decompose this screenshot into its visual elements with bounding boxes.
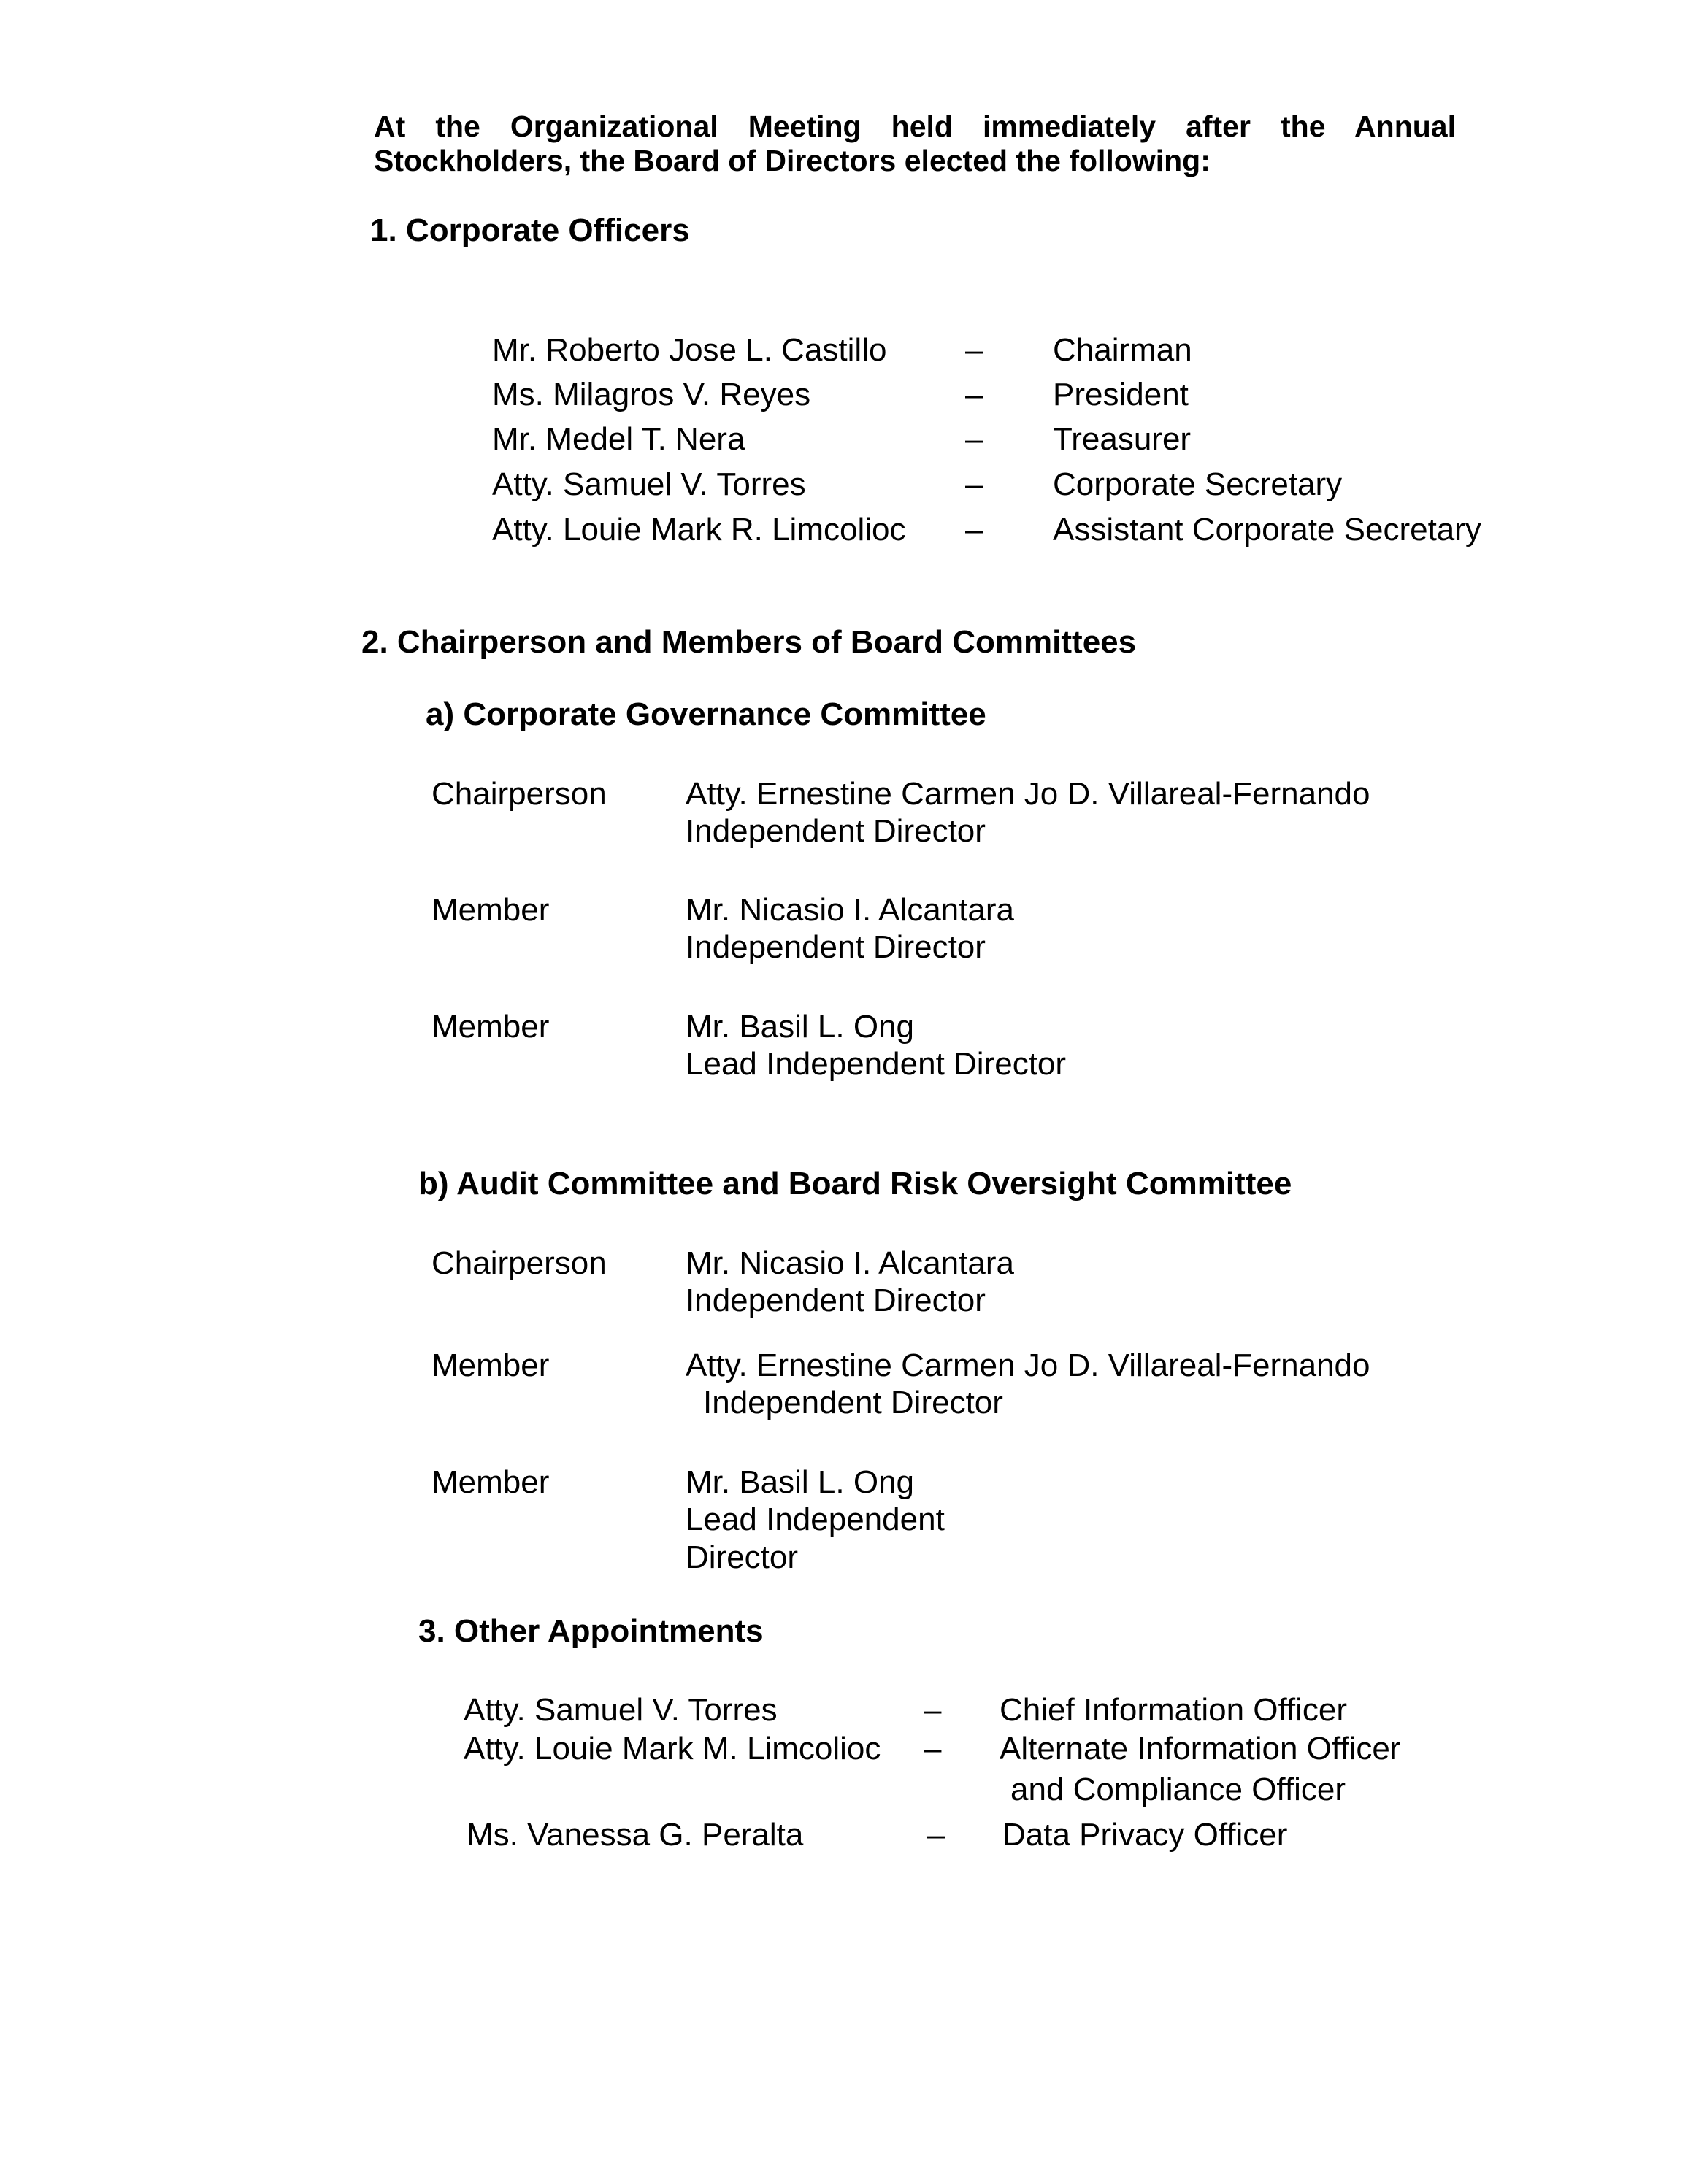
member-designation: Director	[686, 1539, 799, 1575]
member-designation: Independent Director	[686, 1283, 986, 1318]
officer-name: Mr. Medel T. Nera	[492, 421, 745, 457]
intro-line-2: Stockholders, the Board of Directors elected the following:	[374, 144, 1211, 177]
appointment-title-line2: and Compliance Officer	[1010, 1772, 1346, 1807]
appointment-title: Data Privacy Officer	[1002, 1817, 1288, 1853]
appointment-dash: –	[924, 1692, 942, 1728]
member-designation: Independent Director	[686, 813, 986, 849]
officer-dash: –	[965, 377, 983, 412]
intro-line-1: At the Organizational Meeting held immediately after the Annual	[374, 109, 1456, 143]
officer-dash: –	[965, 421, 983, 457]
member-role: Member	[431, 892, 550, 928]
intro-paragraph	[374, 109, 1456, 178]
appointment-dash: –	[924, 1731, 942, 1766]
committee-a-heading: a) Corporate Governance Committee	[426, 696, 986, 732]
officer-name: Mr. Roberto Jose L. Castillo	[492, 332, 887, 368]
member-name: Mr. Basil L. Ong	[686, 1464, 915, 1500]
member-name: Mr. Basil L. Ong	[686, 1009, 915, 1045]
member-role: Member	[431, 1347, 550, 1383]
appointment-name: Ms. Vanessa G. Peralta	[467, 1817, 804, 1853]
appointment-title: Chief Information Officer	[1000, 1692, 1348, 1728]
member-role: Chairperson	[431, 1245, 607, 1281]
member-role: Member	[431, 1009, 550, 1045]
member-designation: Independent Director	[703, 1385, 1003, 1420]
officer-dash: –	[965, 512, 983, 547]
member-designation: Lead Independent Director	[686, 1046, 1067, 1082]
officer-title: Treasurer	[1053, 421, 1192, 457]
appointment-name: Atty. Louie Mark M. Limcolioc	[464, 1731, 881, 1766]
committee-b-heading: b) Audit Committee and Board Risk Oversight Committee	[418, 1166, 1292, 1201]
member-name: Mr. Nicasio I. Alcantara	[686, 1245, 1014, 1281]
section-2-heading: 2. Chairperson and Members of Board Committees	[361, 624, 1137, 660]
officer-title: President	[1053, 377, 1189, 412]
officer-name: Atty. Samuel V. Torres	[492, 466, 806, 502]
officer-dash: –	[965, 466, 983, 502]
appointment-dash: –	[927, 1817, 945, 1853]
member-role: Chairperson	[431, 776, 607, 812]
officer-title: Corporate Secretary	[1053, 466, 1343, 502]
officer-dash: –	[965, 332, 983, 368]
section-1-heading: 1. Corporate Officers	[370, 212, 690, 248]
member-name: Atty. Ernestine Carmen Jo D. Villareal-Fernando	[686, 1347, 1370, 1383]
appointment-name: Atty. Samuel V. Torres	[464, 1692, 778, 1728]
officer-title: Assistant Corporate Secretary	[1053, 512, 1481, 547]
section-3-heading: 3. Other Appointments	[418, 1613, 764, 1649]
member-name: Mr. Nicasio I. Alcantara	[686, 892, 1014, 928]
member-designation: Independent Director	[686, 929, 986, 965]
officer-name: Ms. Milagros V. Reyes	[492, 377, 811, 412]
member-name: Atty. Ernestine Carmen Jo D. Villareal-Fernando	[686, 776, 1370, 812]
member-role: Member	[431, 1464, 550, 1500]
officer-name: Atty. Louie Mark R. Limcolioc	[492, 512, 906, 547]
appointment-title: Alternate Information Officer	[1000, 1731, 1401, 1766]
member-designation: Lead Independent	[686, 1502, 945, 1537]
officer-title: Chairman	[1053, 332, 1192, 368]
